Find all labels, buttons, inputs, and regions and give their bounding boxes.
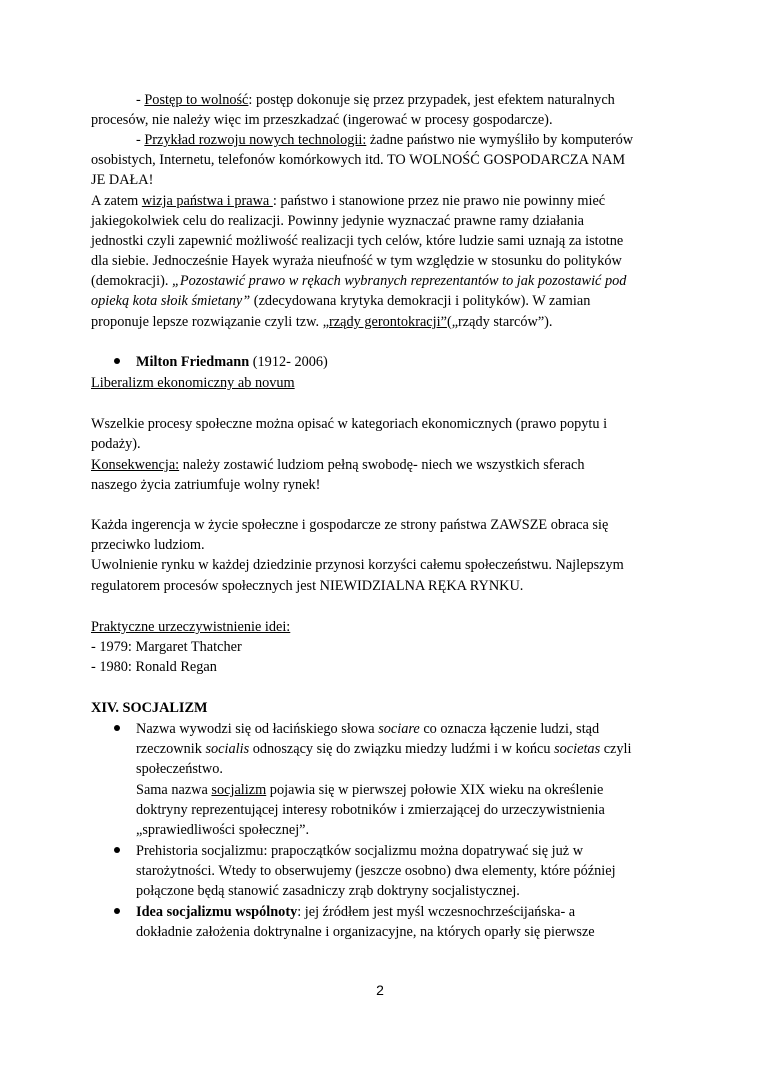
consequence-line-1: Konsekwencja: należy zostawić ludziom pełną swobodę- niech we wszystkich sferach	[91, 457, 585, 473]
practical-heading: Praktyczne urzeczywistnienie idei:	[91, 619, 291, 635]
bullet-community	[114, 908, 122, 916]
example-regan: - 1980: Ronald Regan	[91, 659, 217, 675]
quote-part-2: opieką kota słoik śmietany”	[91, 293, 251, 309]
friedmann-heading: Milton Friedmann (1912- 2006)	[136, 354, 328, 370]
vision-line-2: jakiegokolwiek celu do realizacji. Powinny jedynie wyznaczać prawne ramy działania	[91, 213, 585, 229]
bullet-etymology	[114, 725, 122, 733]
friedmann-p1-line-2: podaży).	[91, 436, 141, 452]
gerontocracy-term: „rządy gerontokracji”	[322, 314, 447, 330]
community-line-1: Idea socjalizmu wspólnoty: jej źródłem jest myśl wczesnochrześcijańska- a	[136, 904, 576, 920]
etymology-line-2: rzeczownik socialis odnoszący się do związku miedzy ludźmi i w końcu societas czyli	[136, 741, 632, 757]
friedmann-p2-line-3: Uwolnienie rynku w każdej dziedzinie przynosi korzyści całemu społeczeństwu. Najlepszym	[91, 557, 624, 573]
consequence-term: Konsekwencja:	[91, 457, 180, 473]
prehistory-line-1: Prehistoria socjalizmu: prapoczątków socjalizmu można dopatrywać się już w	[136, 843, 584, 859]
tech-term: Przykład rozwoju nowych technologii:	[144, 132, 367, 148]
vision-line-4: dla siebie. Jednocześnie Hayek wyraża nieufność w tym względzie w stosunku do polityków	[91, 253, 622, 269]
bullet-prehistory	[114, 847, 122, 855]
etymology-line-6: „sprawiedliwości społecznej”.	[136, 822, 310, 838]
vision-line-6: opieką kota słoik śmietany” (zdecydowana krytyka demokracji i polityków). W zamian	[91, 293, 591, 309]
page-number: 2	[376, 982, 384, 998]
progress-line-2: procesów, nie należy więc im przeszkadzać (ingerować w procesy gospodarcze).	[91, 112, 553, 128]
quote-part-1: „Pozostawić prawo w rękach wybranych reprezentantów to jak pozostawić pod	[171, 273, 627, 289]
example-thatcher: - 1979: Margaret Thatcher	[91, 639, 242, 655]
community-line-2: dokładnie założenia doktrynalne i organizacyjne, na których oparły się pierwsze	[136, 924, 595, 940]
vision-line-5: (demokracji). „Pozostawić prawo w rękach wybranych reprezentantów to jak pozostawić pod	[91, 273, 627, 289]
prehistory-line-3: połączone będą stanowić zasadniczy zrąb doktryny socjalistycznej.	[136, 883, 520, 899]
tech-line-3: JE DAŁA!	[91, 172, 154, 188]
progress-term: Postęp to wolność	[144, 92, 249, 108]
community-term: Idea socjalizmu wspólnoty	[136, 904, 298, 920]
vision-line-1: A zatem wizja państwa i prawa : państwo i stanowione przez nie prawo nie powinny mieć	[91, 193, 606, 209]
socialism-term: socjalizm	[211, 782, 267, 798]
friedmann-subtitle: Liberalizm ekonomiczny ab novum	[91, 375, 295, 391]
bullet-friedmann	[114, 358, 122, 366]
progress-line-1: - Postęp to wolność: postęp dokonuje się przez przypadek, jest efektem naturalnych	[136, 92, 615, 108]
socialism-heading: XIV. SOCJALIZM	[91, 700, 208, 716]
tech-line-1: - Przykład rozwoju nowych technologii: żadne państwo nie wymyśliło by komputerów	[136, 132, 634, 148]
etymology-line-5: doktryny reprezentującej interesy robotników i zmierzającej do urzeczywistnienia	[136, 802, 605, 818]
friedmann-p2-line-4: regulatorem procesów społecznych jest NIEWIDZIALNA RĘKA RYNKU.	[91, 578, 524, 594]
friedmann-p1-line-1: Wszelkie procesy społeczne można opisać w kategoriach ekonomicznych (prawo popytu i	[91, 416, 608, 432]
friedmann-name: Milton Friedmann	[136, 354, 250, 370]
etymology-line-3: społeczeństwo.	[136, 761, 223, 777]
vision-term: wizja państwa i prawa	[141, 193, 273, 209]
vision-line-7: proponuje lepsze rozwiązanie czyli tzw. „rządy gerontokracji”(„rządy starców”).	[91, 314, 553, 330]
vision-line-3: jednostki czyli zapewnić możliwość realizacji tych celów, które ludzie sami uznają za istotne	[91, 233, 624, 249]
consequence-line-2: naszego życia zatriumfuje wolny rynek!	[91, 477, 321, 493]
friedmann-p2-line-1: Każda ingerencja w życie społeczne i gospodarcze ze strony państwa ZAWSZE obraca się	[91, 517, 609, 533]
etymology-line-1: Nazwa wywodzi się od łacińskiego słowa sociare co oznacza łączenie ludzi, stąd	[136, 721, 600, 737]
etymology-line-4: Sama nazwa socjalizm pojawia się w pierwszej połowie XIX wieku na określenie	[136, 782, 604, 798]
friedmann-p2-line-2: przeciwko ludziom.	[91, 537, 205, 553]
prehistory-line-2: starożytności. Wtedy to obserwujemy (jeszcze osobno) dwa elementy, które później	[136, 863, 616, 879]
tech-line-2: osobistych, Internetu, telefonów komórkowych itd. TO WOLNOŚĆ GOSPODARCZA NAM	[91, 152, 626, 168]
